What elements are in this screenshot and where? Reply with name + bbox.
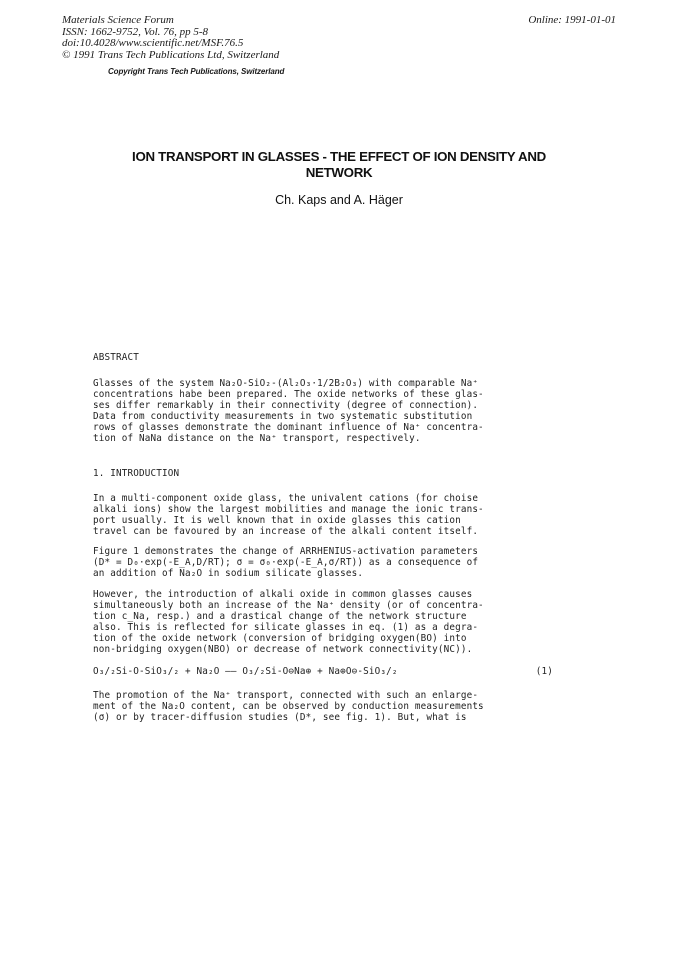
- text-line: tion of the oxide network (conversion of bridging oxygen(BO) into: [93, 633, 467, 644]
- introduction-heading: 1. INTRODUCTION: [93, 468, 180, 479]
- journal-name: Materials Science Forum: [62, 14, 174, 26]
- text-line: Data from conductivity measurements in two systematic substitution: [93, 411, 473, 422]
- text-line: Figure 1 demonstrates the change of ARRHENIUS-activation parameters: [93, 546, 479, 557]
- text-line: tion of NaNa distance on the Na⁺ transport, respectively.: [93, 433, 421, 444]
- text-line: simultaneously both an increase of the Na⁺ density (or of concentra-: [93, 600, 484, 611]
- text-line: ment of the Na₂O content, can be observed by conduction measurements: [93, 701, 484, 712]
- text-line: However, the introduction of alkali oxide in common glasses causes: [93, 589, 473, 600]
- doi-line: doi:10.4028/www.scientific.net/MSF.76.5: [62, 37, 244, 49]
- introduction-paragraph-4: [93, 690, 593, 723]
- paper-authors: Ch. Kaps and A. Häger: [275, 193, 403, 207]
- text-line: travel can be favoured by an increase of the alkali content itself.: [93, 526, 479, 537]
- abstract-heading: ABSTRACT: [93, 352, 139, 363]
- text-line: ses differ remarkably in their connectivity (degree of connection).: [93, 400, 479, 411]
- text-line: alkali ions) show the largest mobilities and manage the ionic trans-: [93, 504, 484, 515]
- text-line: concentrations habe been prepared. The oxide networks of these glas-: [93, 389, 484, 400]
- paper-title-line-1: ION TRANSPORT IN GLASSES - THE EFFECT OF ION DENSITY AND: [132, 149, 546, 164]
- text-line: In a multi-component oxide glass, the univalent cations (for choise: [93, 493, 479, 504]
- text-line: rows of glasses demonstrate the dominant influence of Na⁺ concentra-: [93, 422, 484, 433]
- introduction-paragraph-1: [93, 493, 593, 537]
- text-line: port usually. It is well known that in oxide glasses this cation: [93, 515, 461, 526]
- paper-title: [90, 149, 588, 180]
- issn-line: ISSN: 1662-9752, Vol. 76, pp 5-8: [62, 25, 209, 38]
- text-line: an addition of Na₂O in sodium silicate glasses.: [93, 568, 364, 579]
- paper-title-line-2: NETWORK: [305, 164, 373, 180]
- equation-number: (1): [535, 666, 553, 677]
- equation-text: O₃/₂Si-O-SiO₃/₂ + Na₂O —— O₃/₂Si-O⊖Na⊕ + Na⊕O⊖-SiO₃/₂: [93, 666, 398, 677]
- abstract-body: [93, 378, 593, 444]
- text-line: (D* = D₀·exp(-E_A,D/RT); σ = σ₀·exp(-E_A,σ/RT)) as a consequence of: [93, 557, 479, 568]
- copyright-notice: Copyright Trans Tech Publications, Switzerland: [108, 67, 285, 76]
- text-line: non-bridging oxygen(NBO) or decrease of network connectivity(NC)).: [93, 644, 473, 655]
- introduction-paragraph-2: [93, 546, 593, 579]
- introduction-paragraph-3: [93, 589, 593, 655]
- online-date: Online: 1991-01-01: [528, 14, 616, 26]
- equation-1: [93, 666, 593, 680]
- journal-header: [62, 15, 279, 61]
- text-line: Glasses of the system Na₂O-SiO₂-(Al₂O₃·1/2B₂O₃) with comparable Na⁺: [93, 378, 479, 389]
- publisher-line: © 1991 Trans Tech Publications Ltd, Switzerland: [62, 48, 280, 61]
- text-line: tion c_Na, resp.) and a drastical change of the network structure: [93, 611, 467, 622]
- text-line: (σ) or by tracer-diffusion studies (D*, see fig. 1). But, what is: [93, 712, 467, 723]
- text-line: also. This is reflected for silicate glasses in eq. (1) as a degra-: [93, 622, 479, 633]
- text-line: The promotion of the Na⁺ transport, connected with such an enlarge-: [93, 690, 479, 701]
